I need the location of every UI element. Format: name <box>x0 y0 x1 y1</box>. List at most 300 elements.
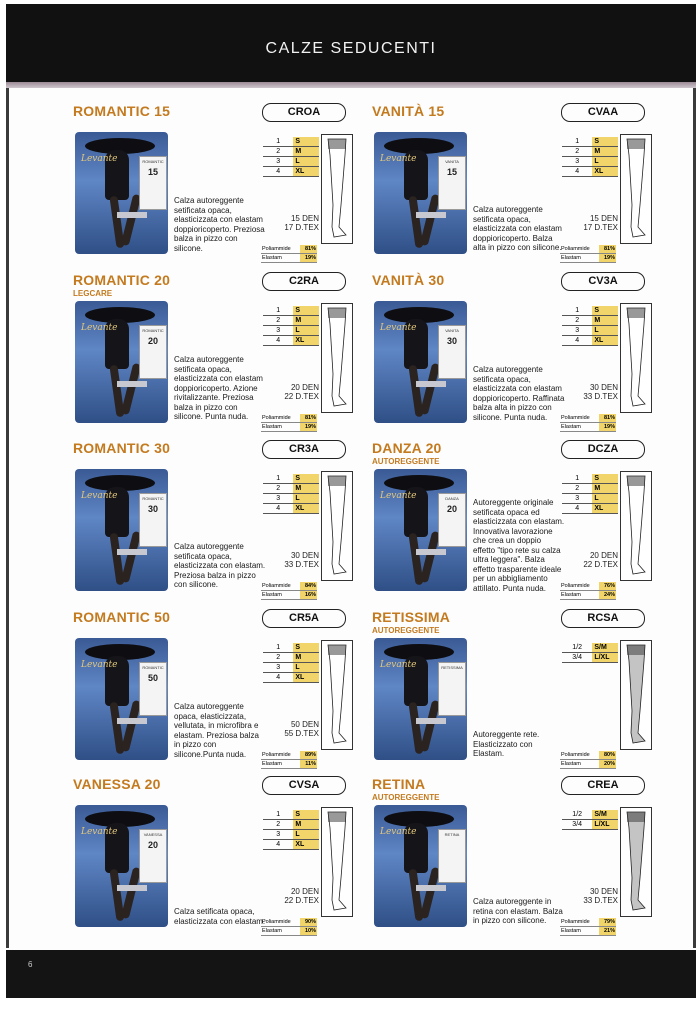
size-table <box>562 810 618 830</box>
stocking-sketch-icon <box>621 135 651 243</box>
product-photo <box>374 805 467 927</box>
size-letter: L <box>293 494 319 504</box>
package-label: DANZA <box>445 496 459 501</box>
product-photo <box>75 132 168 254</box>
size-row <box>263 167 319 177</box>
size-number: 3 <box>562 326 592 336</box>
package-label: ROMANTIC <box>142 496 164 501</box>
den-value: 20 DEN <box>290 887 319 896</box>
size-table <box>562 137 618 177</box>
photo-stool <box>416 212 446 218</box>
size-number: 4 <box>263 673 293 683</box>
package-box <box>139 662 167 716</box>
package-box <box>139 325 167 379</box>
stocking-sketch <box>321 134 353 244</box>
composition-table <box>261 245 317 263</box>
package-number: 20 <box>446 504 457 514</box>
fiber-name: Poliammide <box>261 245 300 254</box>
size-number: 1/2 <box>562 810 592 820</box>
stocking-sketch <box>620 134 652 244</box>
photo-stool <box>416 885 446 891</box>
size-number: 1/2 <box>562 643 592 653</box>
size-row <box>562 820 618 830</box>
fiber-name: Poliammide <box>261 751 300 760</box>
size-row <box>562 484 618 494</box>
fiber-percent: 19% <box>300 423 317 432</box>
size-row <box>263 643 319 653</box>
size-row <box>562 167 618 177</box>
size-row <box>263 810 319 820</box>
product-photo <box>374 132 467 254</box>
size-number: 2 <box>263 653 293 663</box>
size-letter: S/M <box>592 643 618 653</box>
size-number: 1 <box>263 474 293 484</box>
brand-logo: Levante <box>380 827 417 837</box>
size-number: 1 <box>263 137 293 147</box>
composition-row <box>261 760 317 769</box>
den-value: 30 DEN <box>290 551 319 560</box>
fiber-percent: 19% <box>599 423 616 432</box>
size-letter: L/XL <box>592 653 618 663</box>
size-letter: S <box>293 306 319 316</box>
size-row <box>562 316 618 326</box>
size-letter: L <box>592 157 618 167</box>
fiber-percent: 11% <box>300 760 317 769</box>
package-number: 50 <box>147 673 158 683</box>
fiber-name: Elastam <box>560 591 599 600</box>
fiber-percent: 24% <box>599 591 616 600</box>
product-description: Autoreggente originale setificata opaca ed elasticizzata con elastam. Innovativa lavorazione che crea un doppio effetto "tipo rete su calza ultra leggera". Balza effetto trasparente ideale per un abbigliamento attillato. Punta nuda. <box>473 498 565 593</box>
size-letter: L <box>293 157 319 167</box>
product-subtitle: AUTOREGGENTE <box>372 626 440 635</box>
stocking-sketch <box>620 471 652 581</box>
package-number: 15 <box>147 167 158 177</box>
brand-logo: Levante <box>81 491 118 501</box>
stocking-sketch-icon <box>322 472 352 580</box>
dtex-value: 55 D.TEX <box>284 729 319 738</box>
denier-info <box>562 214 618 232</box>
size-letter: L <box>592 494 618 504</box>
product-card <box>73 609 358 767</box>
composition-table <box>261 918 317 936</box>
composition-row <box>261 927 317 936</box>
size-table <box>562 643 618 663</box>
product-description: Calza setificata opaca, elasticizzata con elastam. <box>174 907 266 926</box>
fiber-name: Poliammide <box>560 582 599 591</box>
size-row <box>263 147 319 157</box>
product-subtitle: LEGCARE <box>73 289 113 298</box>
size-row <box>562 653 618 663</box>
dtex-value: 33 D.TEX <box>583 896 618 905</box>
brand-logo: Levante <box>380 660 417 670</box>
composition-row <box>560 918 616 927</box>
composition-row <box>560 760 616 769</box>
size-letter: L <box>592 326 618 336</box>
stocking-sketch <box>620 303 652 413</box>
product-code: CVAA <box>561 103 645 122</box>
size-number: 3 <box>562 157 592 167</box>
size-letter: S <box>293 643 319 653</box>
size-letter: M <box>293 653 319 663</box>
product-code: CR5A <box>262 609 346 628</box>
size-number: 1 <box>562 306 592 316</box>
size-letter: S <box>592 306 618 316</box>
package-label: ROMANTIC <box>142 665 164 670</box>
stocking-sketch <box>321 640 353 750</box>
product-name: RETINA <box>372 776 426 792</box>
size-letter: M <box>293 820 319 830</box>
fiber-name: Poliammide <box>261 918 300 927</box>
size-letter: M <box>293 147 319 157</box>
size-letter: M <box>592 316 618 326</box>
product-photo <box>75 469 168 591</box>
product-card <box>73 776 358 934</box>
size-number: 3 <box>263 663 293 673</box>
dtex-value: 22 D.TEX <box>284 896 319 905</box>
package-box <box>438 493 466 547</box>
product-description: Calza autoreggente in retina con elastam. Balza in pizzo con silicone. <box>473 897 563 925</box>
size-letter: L/XL <box>592 820 618 830</box>
header-bar <box>6 4 696 82</box>
product-code: RCSA <box>561 609 645 628</box>
den-value: 15 DEN <box>290 214 319 223</box>
product-code: CREA <box>561 776 645 795</box>
product-name: VANITÀ 30 <box>372 272 445 288</box>
stocking-sketch-icon <box>621 472 651 580</box>
product-name: ROMANTIC 30 <box>73 440 171 456</box>
fiber-name: Elastam <box>560 423 599 432</box>
photo-stool <box>117 885 147 891</box>
size-number: 4 <box>263 504 293 514</box>
composition-row <box>560 423 616 432</box>
stocking-sketch-icon <box>322 135 352 243</box>
dtex-value: 17 D.TEX <box>284 223 319 232</box>
dtex-value: 33 D.TEX <box>284 560 319 569</box>
size-table <box>263 810 319 850</box>
stocking-sketch <box>620 807 652 917</box>
package-number: 30 <box>446 336 457 346</box>
fiber-name: Elastam <box>560 927 599 936</box>
brand-logo: Levante <box>81 323 118 333</box>
product-card <box>372 609 657 767</box>
product-code: C2RA <box>262 272 346 291</box>
product-name: VANITÀ 15 <box>372 103 445 119</box>
stocking-sketch-icon <box>621 304 651 412</box>
size-number: 4 <box>562 167 592 177</box>
package-label: VANESSA <box>143 832 163 837</box>
denier-info <box>562 551 618 569</box>
fiber-name: Elastam <box>261 591 300 600</box>
size-row <box>562 137 618 147</box>
denier-info <box>263 214 319 232</box>
fiber-name: Elastam <box>560 760 599 769</box>
fiber-percent: 81% <box>599 414 616 423</box>
size-letter: S <box>293 810 319 820</box>
stocking-sketch <box>620 640 652 750</box>
dtex-value: 22 D.TEX <box>284 392 319 401</box>
size-letter: S <box>592 137 618 147</box>
size-number: 1 <box>263 810 293 820</box>
dtex-value: 33 D.TEX <box>583 392 618 401</box>
package-label: ROMANTIC <box>142 159 164 164</box>
fiber-name: Elastam <box>261 760 300 769</box>
composition-table <box>560 751 616 769</box>
fiber-name: Poliammide <box>261 582 300 591</box>
size-row <box>263 306 319 316</box>
composition-table <box>560 918 616 936</box>
size-letter: XL <box>293 504 319 514</box>
brand-logo: Levante <box>380 491 417 501</box>
header-stripe <box>6 82 696 88</box>
product-subtitle: AUTOREGGENTE <box>372 793 440 802</box>
size-number: 3/4 <box>562 820 592 830</box>
brand-logo: Levante <box>81 660 118 670</box>
stocking-sketch-icon <box>322 304 352 412</box>
package-label: RETISSIMA <box>441 665 463 670</box>
product-photo <box>374 301 467 423</box>
size-row <box>263 653 319 663</box>
composition-row <box>261 254 317 263</box>
den-value: 15 DEN <box>589 214 618 223</box>
photo-stool <box>117 212 147 218</box>
product-card <box>372 440 657 598</box>
photo-stool <box>117 381 147 387</box>
size-row <box>562 494 618 504</box>
package-label: VANITA <box>445 328 459 333</box>
composition-table <box>261 414 317 432</box>
fiber-percent: 80% <box>599 751 616 760</box>
composition-table <box>261 751 317 769</box>
stocking-sketch <box>321 807 353 917</box>
size-letter: XL <box>293 167 319 177</box>
composition-row <box>560 751 616 760</box>
size-letter: XL <box>592 336 618 346</box>
package-label: VANITA <box>445 159 459 164</box>
fiber-percent: 21% <box>599 927 616 936</box>
photo-stool <box>416 718 446 724</box>
composition-table <box>560 582 616 600</box>
composition-row <box>560 245 616 254</box>
fiber-name: Elastam <box>261 423 300 432</box>
product-card <box>73 103 358 261</box>
size-row <box>263 504 319 514</box>
brand-logo: Levante <box>380 154 417 164</box>
size-row <box>263 494 319 504</box>
product-name: DANZA 20 <box>372 440 442 456</box>
fiber-percent: 84% <box>300 582 317 591</box>
fiber-name: Elastam <box>560 254 599 263</box>
product-code: CROA <box>262 103 346 122</box>
composition-table <box>261 582 317 600</box>
size-number: 1 <box>263 306 293 316</box>
fiber-percent: 89% <box>300 751 317 760</box>
size-number: 2 <box>263 820 293 830</box>
denier-info <box>263 551 319 569</box>
left-border <box>6 88 9 948</box>
fiber-name: Poliammide <box>560 751 599 760</box>
denier-info <box>263 383 319 401</box>
product-description: Calza autoreggente setificata opaca, elasticizzata con elastam. Preziosa balza in pizzo con silicone. <box>174 542 266 589</box>
photo-stool <box>117 718 147 724</box>
product-description: Autoreggente rete. Elasticizzato con Elastam. <box>473 730 540 758</box>
size-number: 3/4 <box>562 653 592 663</box>
package-box <box>438 156 466 210</box>
size-row <box>562 326 618 336</box>
denier-info <box>263 720 319 738</box>
fiber-name: Elastam <box>261 927 300 936</box>
size-number: 3 <box>263 830 293 840</box>
brand-logo: Levante <box>81 154 118 164</box>
composition-row <box>261 414 317 423</box>
size-letter: XL <box>293 840 319 850</box>
size-number: 1 <box>263 643 293 653</box>
product-subtitle: AUTOREGGENTE <box>372 457 440 466</box>
size-row <box>263 137 319 147</box>
package-number: 20 <box>147 840 158 850</box>
fiber-percent: 76% <box>599 582 616 591</box>
product-card <box>73 440 358 598</box>
size-table <box>263 306 319 346</box>
fiber-percent: 79% <box>599 918 616 927</box>
product-description: Calza autoreggente setificata opaca, elasticizzata con elastam doppioricoperto. Azione rivitalizzante. Preziosa balza in pizzo con silicone. Punta nuda. <box>174 355 263 421</box>
page-number: 6 <box>28 960 33 969</box>
size-table <box>263 137 319 177</box>
package-number: 30 <box>147 504 158 514</box>
size-row <box>263 484 319 494</box>
package-box <box>438 325 466 379</box>
product-code: DCZA <box>561 440 645 459</box>
size-number: 2 <box>562 147 592 157</box>
footer-bar <box>6 950 696 998</box>
product-description: Calza autoreggente setificata opaca, elasticizzata con elastam doppioricoperto. Preziosa balza in pizzo con silicone. <box>174 196 265 253</box>
package-label: ROMANTIC <box>142 328 164 333</box>
fiber-name: Poliammide <box>261 414 300 423</box>
composition-table <box>560 414 616 432</box>
size-table <box>562 306 618 346</box>
fiber-percent: 16% <box>300 591 317 600</box>
size-number: 3 <box>263 494 293 504</box>
size-row <box>562 306 618 316</box>
product-code: CR3A <box>262 440 346 459</box>
package-label: RETINA <box>444 832 460 837</box>
size-number: 2 <box>562 484 592 494</box>
size-row <box>263 336 319 346</box>
fiber-name: Poliammide <box>560 918 599 927</box>
size-number: 1 <box>562 137 592 147</box>
size-number: 2 <box>263 147 293 157</box>
size-row <box>263 830 319 840</box>
size-letter: XL <box>592 167 618 177</box>
package-box <box>438 662 466 716</box>
size-row <box>263 820 319 830</box>
composition-row <box>261 918 317 927</box>
fiber-percent: 20% <box>599 760 616 769</box>
composition-row <box>261 423 317 432</box>
size-letter: XL <box>293 673 319 683</box>
photo-stool <box>416 381 446 387</box>
photo-stool <box>117 549 147 555</box>
product-card <box>372 103 657 261</box>
composition-row <box>560 582 616 591</box>
stocking-sketch-icon <box>621 808 651 916</box>
size-number: 4 <box>562 336 592 346</box>
fiber-percent: 81% <box>300 414 317 423</box>
size-number: 2 <box>263 316 293 326</box>
size-table <box>562 474 618 514</box>
fiber-name: Poliammide <box>560 414 599 423</box>
dtex-value: 22 D.TEX <box>583 560 618 569</box>
stocking-sketch-icon <box>322 641 352 749</box>
product-photo <box>75 301 168 423</box>
product-photo <box>75 638 168 760</box>
size-table <box>263 474 319 514</box>
composition-row <box>261 582 317 591</box>
size-row <box>562 147 618 157</box>
product-name: RETISSIMA <box>372 609 451 625</box>
den-value: 30 DEN <box>589 887 618 896</box>
page-title: CALZE SEDUCENTI <box>265 40 437 57</box>
composition-row <box>261 245 317 254</box>
fiber-percent: 81% <box>599 245 616 254</box>
denier-info <box>562 383 618 401</box>
size-letter: L <box>293 663 319 673</box>
stocking-sketch <box>321 471 353 581</box>
product-description: Calza autoreggente setificata opaca, elasticizzata con elastam doppioricoperto. Raffinata balza alta in pizzo con silicone. Punta nuda. <box>473 365 565 422</box>
composition-row <box>261 751 317 760</box>
size-number: 3 <box>263 157 293 167</box>
size-row <box>562 336 618 346</box>
product-code: CV3A <box>561 272 645 291</box>
size-number: 1 <box>562 474 592 484</box>
product-description: Calza autoreggente setificata opaca, elasticizzata con elastam doppioricoperto. Balza alta in pizzo con silicone. <box>473 205 562 252</box>
stocking-sketch <box>321 303 353 413</box>
size-letter: XL <box>592 504 618 514</box>
product-photo <box>374 638 467 760</box>
size-table <box>263 643 319 683</box>
size-row <box>562 504 618 514</box>
package-box <box>438 829 466 883</box>
denier-info <box>562 887 618 905</box>
fiber-percent: 10% <box>300 927 317 936</box>
denier-info <box>263 887 319 905</box>
package-box <box>139 493 167 547</box>
size-letter: XL <box>293 336 319 346</box>
size-number: 3 <box>263 326 293 336</box>
composition-row <box>560 591 616 600</box>
size-number: 4 <box>263 167 293 177</box>
package-box <box>139 156 167 210</box>
product-description: Calza autoreggente opaca, elasticizzata, vellutata, in microfibra e elastam. Preziosa balza in pizzo con silicone.Punta nuda. <box>174 702 259 759</box>
product-photo <box>374 469 467 591</box>
product-name: ROMANTIC 15 <box>73 103 171 119</box>
size-row <box>263 326 319 336</box>
fiber-name: Poliammide <box>560 245 599 254</box>
den-value: 30 DEN <box>589 383 618 392</box>
den-value: 50 DEN <box>290 720 319 729</box>
brand-logo: Levante <box>81 827 118 837</box>
photo-stool <box>416 549 446 555</box>
composition-row <box>560 927 616 936</box>
dtex-value: 17 D.TEX <box>583 223 618 232</box>
stocking-sketch-icon <box>322 808 352 916</box>
product-card <box>372 272 657 430</box>
size-letter: M <box>293 316 319 326</box>
package-number: 15 <box>446 167 457 177</box>
size-letter: S <box>293 137 319 147</box>
size-row <box>263 474 319 484</box>
brand-logo: Levante <box>380 323 417 333</box>
size-number: 4 <box>562 504 592 514</box>
